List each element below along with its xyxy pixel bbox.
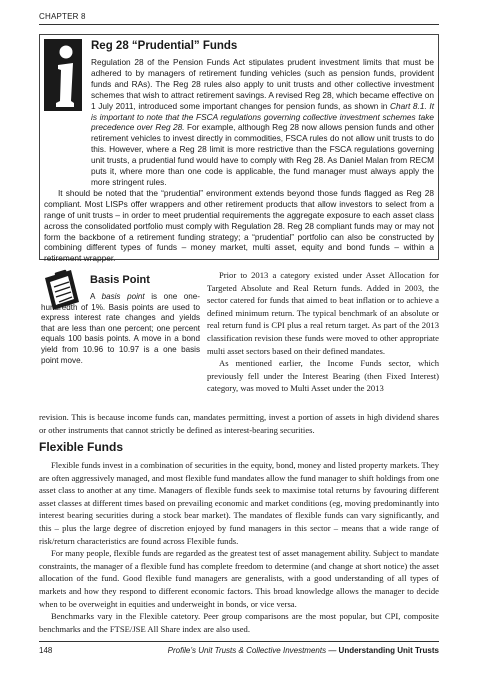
body-column-right — [207, 269, 439, 395]
basis-point-title: Basis Point — [90, 274, 150, 286]
info-box-text — [44, 57, 434, 264]
body-paragraph: Prior to 2013 a category existed under Asset Allocation for Targeted Absolute and Real Return funds. Added in 2003, the sector catered for funds that aimed to beat inflation or to achieve a defined minimum return. The typical benchmark of an absolute or real return fund is CPI plus a real return target. As part of the 2013 classification revision these funds were moved to other appropriate multi asset sectors based on their defined mandates. — [207, 270, 439, 356]
info-box-title: Reg 28 “Prudential” Funds — [91, 40, 238, 52]
footer-rule — [39, 641, 439, 642]
body-paragraph: Benchmarks vary in the Flexible catetory. Peer group comparisons are the most popular, but CPI, composite benchmarks and the FTSE/JSE All Share index are also used. — [39, 611, 439, 634]
header-rule — [39, 24, 439, 25]
body-paragraph: revision. This is because income funds can, mandates permitting, invest a portion of assets in high dividend shares or other instruments that cannot strictly be defined as interest-bearing securities. — [39, 412, 439, 435]
section-heading: Flexible Funds — [39, 440, 124, 454]
chapter-label: CHAPTER 8 — [39, 12, 86, 21]
page-number: 148 — [39, 646, 53, 655]
info-box-paragraph: It should be noted that the “prudential” environment extends beyond those funds flagged as Reg 28 compliant. Most LISPs offer wrappers and other retirement products that allow investors to select from a range of unit trusts – in order to meet prudential requirements the aggregate exposure to each asset class across the consolidated portfolio must comply with Regulation 28. Reg 28 compliant funds may or may not form the backbone of a retirement funding strategy; a “prudential” portfolio can also be constructed by combining different types of funds – money market, multi asset, equity and bond funds – within a retirement wrapper. — [44, 187, 434, 264]
body-paragraph: As mentioned earlier, the Income Funds sector, which previously fell under the Interest Bearing (then Fixed Interest) category, was moved to Multi Asset under the 2013 — [207, 358, 439, 394]
info-box-paragraph: Regulation 28 of the Pension Funds Act stipulates prudent investment limits that must be adhered to by managers of retirement funding vehicles (such as pension funds, provident funds and RAs). The Reg 28 rules also apply to unit trusts and other collective investment schemes that wish to attract retirement savings. A revised Reg 28, which became effective on 1 July 2011, introduced some important changes for pension funds, as shown in Chart 8.1. It is important to note that the FSCA regulations governing collective investment schemes take precedence over Reg 28. For example, although Reg 28 now allows pension funds and other retirement vehicles to invest directly in commodities, FSCA rules do not allow unit trusts to do this. However, where a Reg 28 limit is more restrictive than the FSCA regulations governing unit trusts, a prudential fund would have to comply with Reg 28. As Daniel Malan from RECM puts it, where more than one code is applicable, the fund manager must always apply the more stringent rules. — [91, 57, 434, 187]
body-paragraph: Flexible funds invest in a combination of securities in the equity, bond, money and listed property markets. They are often aggressively managed, and most flexible fund mandates allow the fund manager to shift holdings from one asset class to another at any time. Managers of flexible funds seek to maximise total returns by favouring different asset classes at different times based on prevailing economic and market conditions (eg, moving predominantly into interest bearing securities during a stock bear market). The mandates of flexible funds can vary significantly, and this – plus the large degree of discretion enjoyed by fund managers in this sector – means that a wide range of risk/return characteristics are found across Flexible funds. — [39, 460, 439, 546]
body-paragraph: For many people, flexible funds are regarded as the greatest test of asset management ability. Subject to mandate constraints, the manager of a flexible fund has complete freedom to determine (and change at short notice) the asset allocation of the fund. Good flexible fund managers are generalists, with a good understanding of all types of markets and how they respond to different economic factors. This broad knowledge allows the manager to decide when to be overweight in equities and underweight in bonds, or vice versa. — [39, 548, 439, 609]
running-footer: Profile’s Unit Trusts & Collective Investments — Understanding Unit Trusts — [167, 646, 439, 655]
basis-point-definition: A basis point is one one-hundredth of 1%. Basis points are used to express interest rate changes and yields that are less than one percent; one percent equals 100 basis points. A move in a bond yield from 10.96 to 10.97 is a one basis point move. — [41, 292, 200, 365]
body-continuation — [39, 411, 439, 436]
flexible-funds-text — [39, 459, 439, 635]
